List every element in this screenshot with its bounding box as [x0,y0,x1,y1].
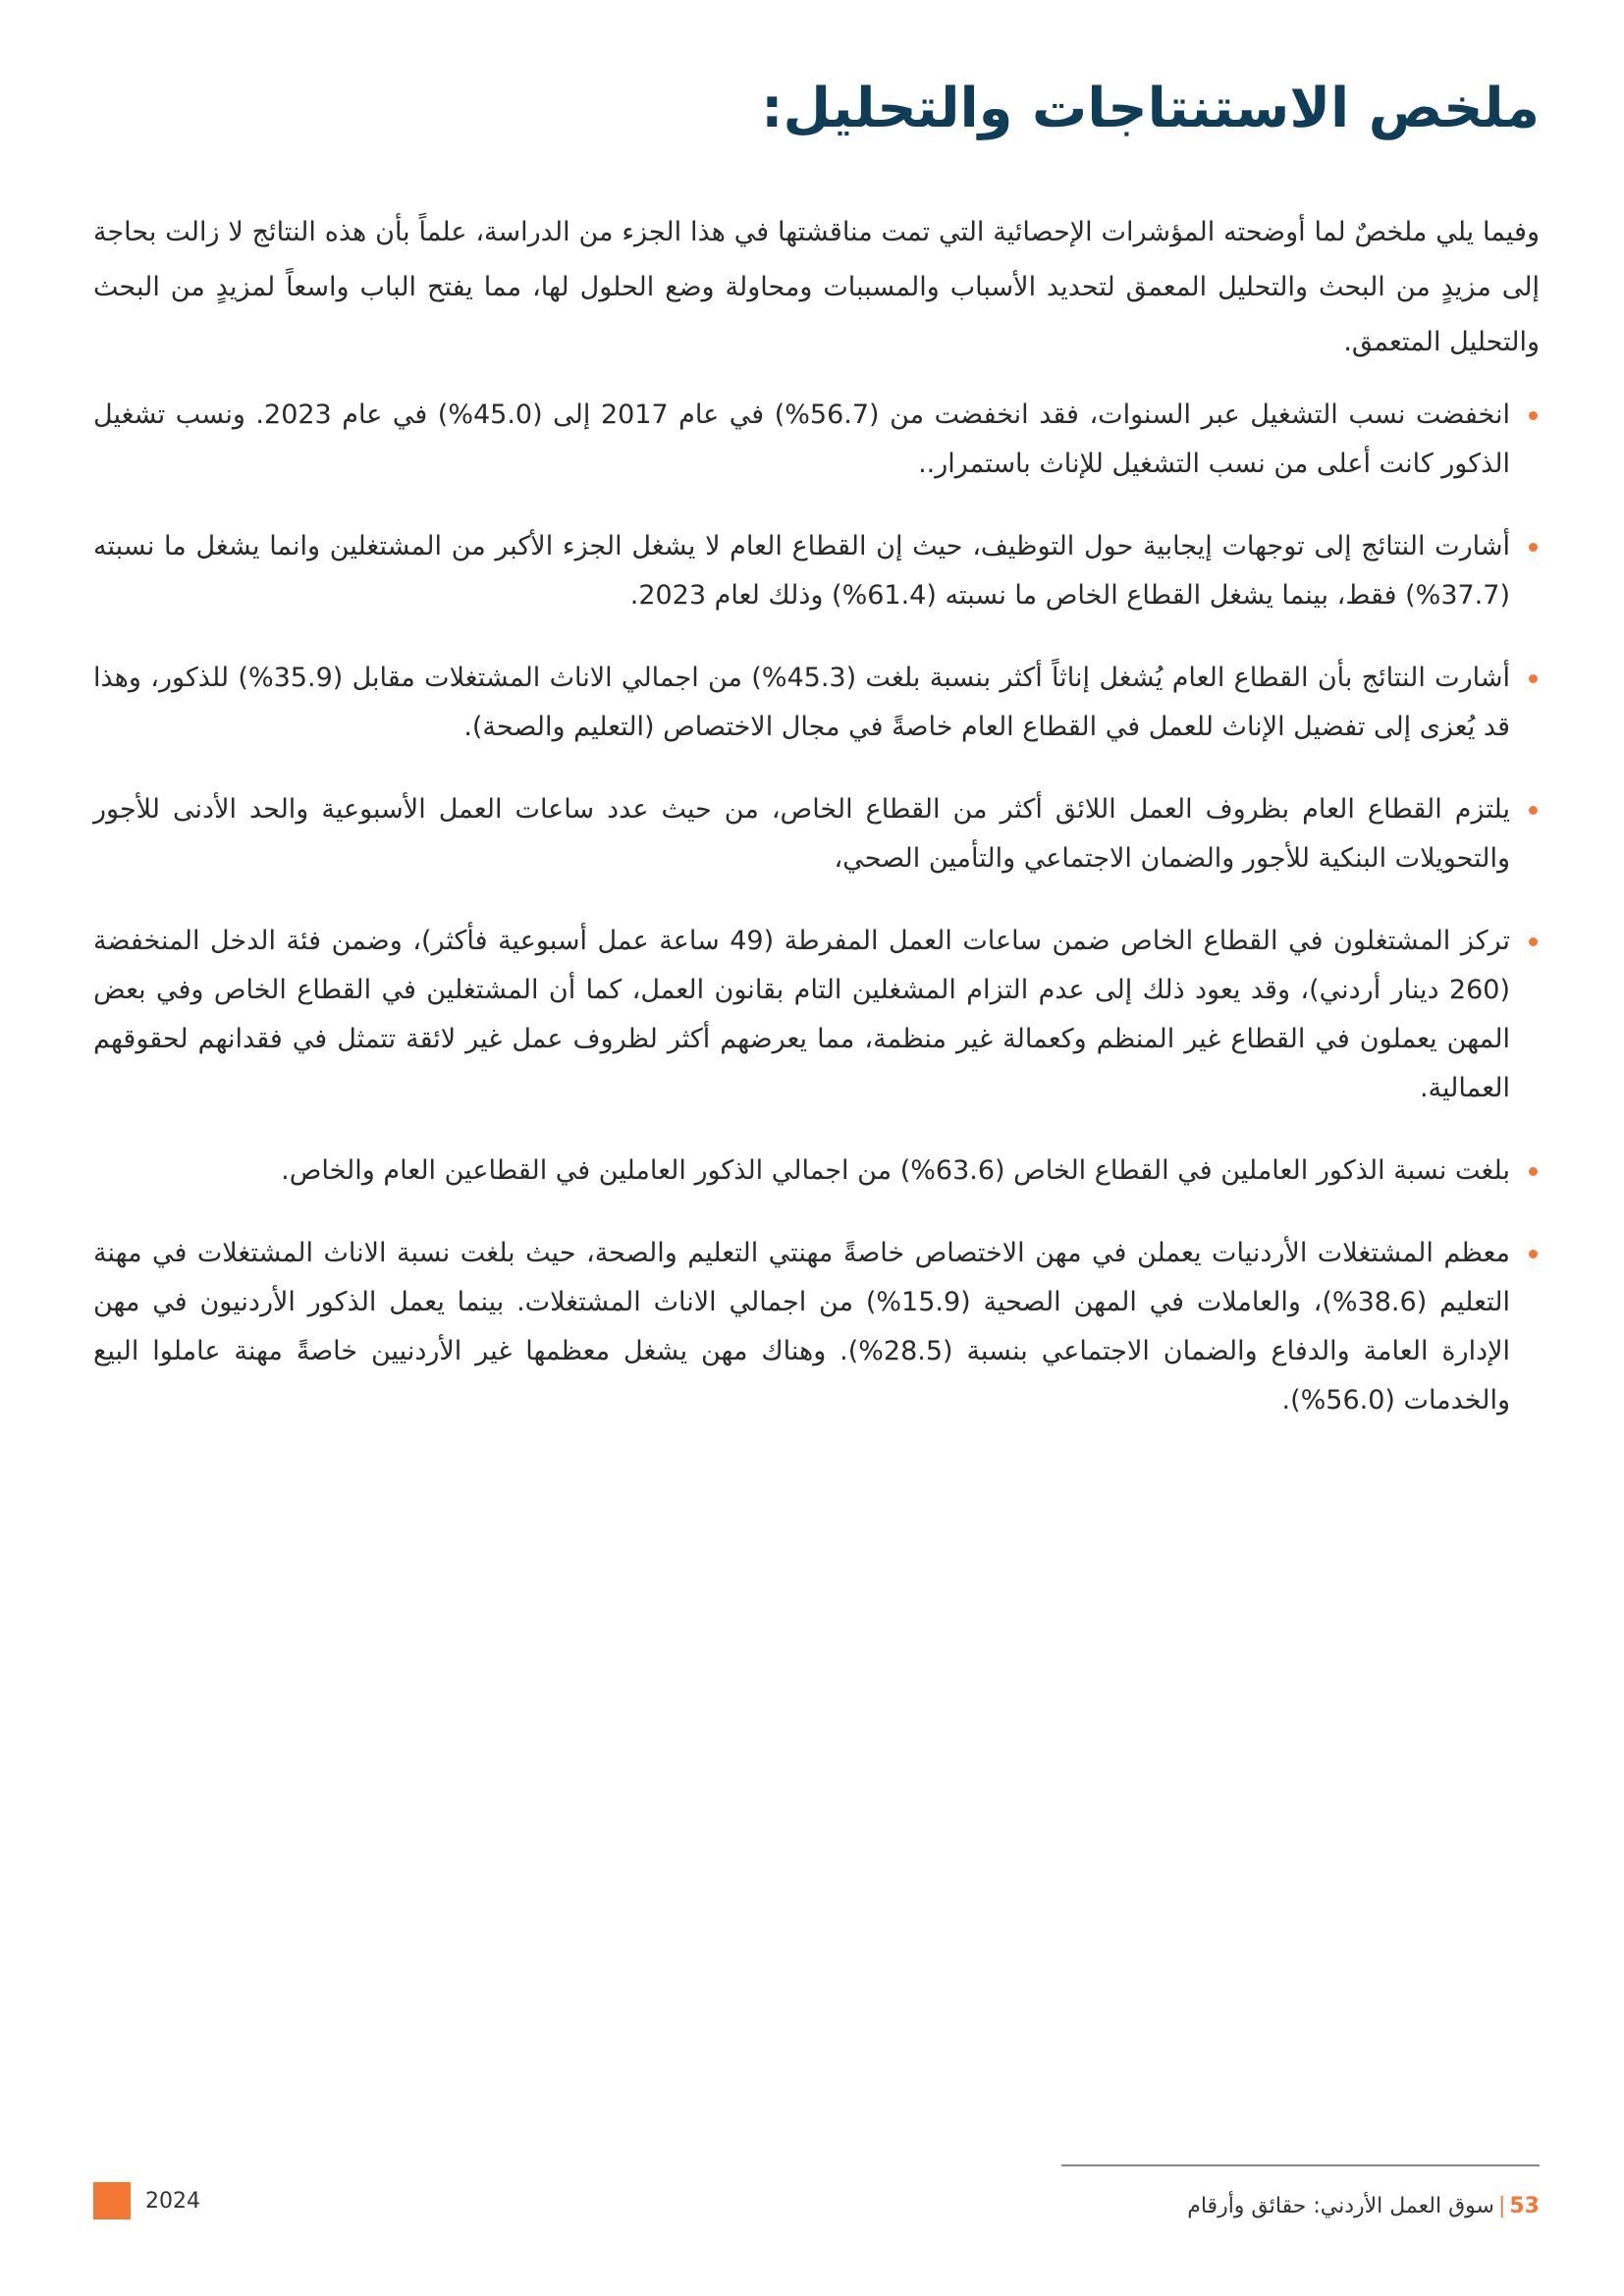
bullet-icon [1529,411,1538,420]
list-item-text: يلتزم القطاع العام بظروف العمل اللائق أكثر من القطاع الخاص، من حيث عدد ساعات العمل الأسبوعية والحد الأدنى للأجور والتحويلات البنكية للأجور والضمان الاجتماعي والتأمين الصحي، [93,794,1510,874]
list-item [93,522,1540,620]
bullet-icon [1529,1167,1538,1176]
footer-publication [1187,2194,1540,2218]
list-item [93,654,1540,752]
findings-list [93,391,1540,1459]
list-item [93,1147,1540,1196]
bullet-icon [1529,543,1538,552]
list-item [93,785,1540,883]
page-number: 53 [1509,2194,1540,2218]
list-item-text: انخفضت نسب التشغيل عبر السنوات، فقد انخفضت من (56.7%) في عام 2017 إلى (45.0%) في عام 2023. ونسب تشغيل الذكور كانت أعلى من نسب التشغيل للإناث باستمرار.. [93,400,1511,479]
list-item-text: تركز المشتغلون في القطاع الخاص ضمن ساعات العمل المفرطة (49 ساعة عمل أسبوعية فأكثر)، وضمن فئة الدخل المنخفضة (260 دينار أردني)، وقد يعود ذلك إلى عدم التزام المشغلين التام بقانون العمل، كما أن المشتغلين في القطاع الخاص وفي بعض المهن يعملون في القطاع غير المنظم وكعمالة غير منظمة، مما يعرضهم أكثر لظروف عمل غير لائقة تتمثل في فقدانهم لحقوقهم العمالية. [93,926,1511,1103]
list-item-text: أشارت النتائج إلى توجهات إيجابية حول التوظيف، حيث إن القطاع العام لا يشغل الجزء الأكبر من المشتغلين وانما يشغل ما نسبته (37.7%) فقط، بينما يشغل القطاع الخاص ما نسبته (61.4%) وذلك لعام 2023. [93,531,1510,611]
list-item-text: أشارت النتائج بأن القطاع العام يُشغل إناثاً أكثر بنسبة بلغت (45.3%) من اجمالي الاناث المشتغلات مقابل (35.9%) للذكور، وهذا قد يُعزى إلى تفضيل الإناث للعمل في القطاع العام خاصةً في مجال الاختصاص (التعليم والصحة). [93,663,1510,742]
publication-title: سوق العمل الأردني: حقائق وأرقام [1187,2194,1494,2218]
intro-paragraph: وفيما يلي ملخصٌ لما أوضحته المؤشرات الإحصائية التي تمت مناقشتها في هذا الجزء من الدراسة، علماً بأن هذه النتائج لا زالت بحاجة إلى مزيدٍ من البحث والتحليل المعمق لتحديد الأسباب والمسببات ومحاولة وضع الحلول لها، مما يفتح الباب واسعاً لمزيدٍ من البحث والتحليل المتعمق. [93,217,1540,357]
list-item [93,917,1540,1113]
page-title: ملخص الاستنتاجات والتحليل: [761,77,1540,140]
list-item [93,391,1540,489]
footer-divider [1061,2164,1540,2166]
footer-accent-square [93,2182,131,2219]
bullet-icon [1529,806,1538,815]
list-item [93,1229,1540,1425]
footer-year: 2024 [145,2189,200,2214]
bullet-icon [1529,674,1538,683]
bullet-icon [1529,937,1538,946]
list-item-text: معظم المشتغلات الأردنيات يعملن في مهن الاختصاص خاصةً مهنتي التعليم والصحة، حيث بلغت نسبة الاناث المشتغلات في مهنة التعليم (38.6%)، والعاملات في المهن الصحية (15.9%) من اجمالي الاناث المشتغلات. بينما يعمل الذكور الأردنيون في مهن الإدارة العامة والدفاع والضمان الاجتماعي بنسبة (28.5%). وهناك مهن يشغل معظمها غير الأردنيين خاصةً مهنة عاملوا البيع والخدمات (56.0%). [93,1238,1510,1415]
footer-separator: | [1497,2194,1506,2218]
list-item-text: بلغت نسبة الذكور العاملين في القطاع الخاص (63.6%) من اجمالي الذكور العاملين في القطاعين العام والخاص. [281,1155,1510,1186]
bullet-icon [1529,1250,1538,1258]
